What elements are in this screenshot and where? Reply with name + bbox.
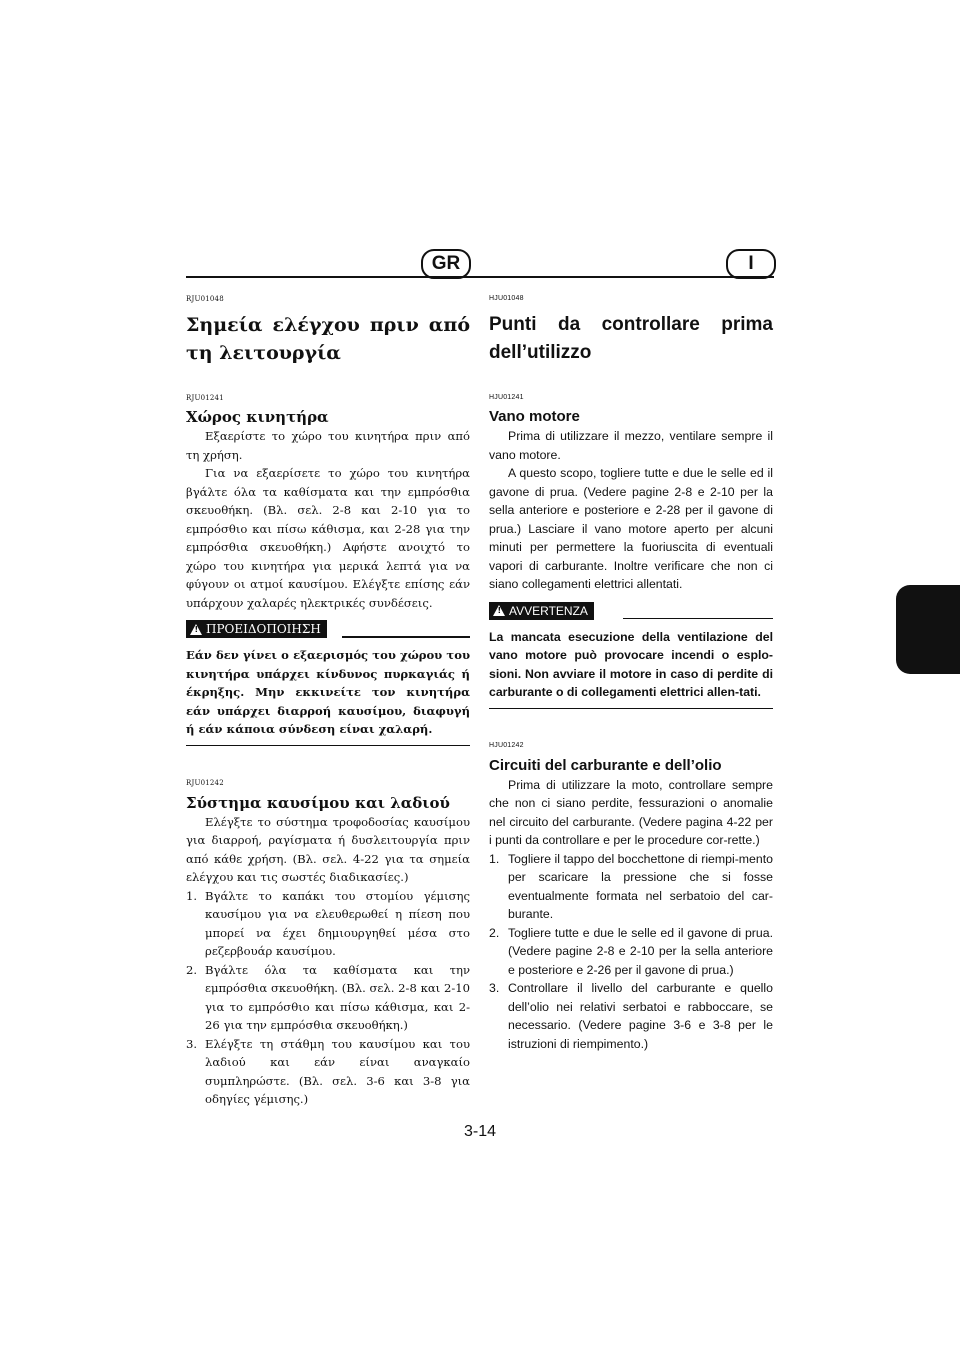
section-heading: Circuiti del carburante e dell’olio — [489, 756, 722, 774]
language-badge-i: I — [726, 249, 776, 279]
warning-text: Εάν δεν γίνει ο εξαερισμός του χώρου του κινητήρα υπάρχει κίνδυνος πυρκαγιάς ή έκρηξης. Μην εκκινείτε τον κινητήρα εάν υπάρχει διαρροή καυσίμου, διαφυγή ή εάν κάποια σύνδεση είναι χαλαρή. — [186, 648, 470, 736]
list-item: 1. Togliere il tappo del bocchettone di riempi-mento per scaricare la pressione che si fosse eventualmente formata nel serbatoio del car-burante. — [489, 851, 773, 921]
page-title: Punti da controllare prima dell’utilizzo — [489, 313, 773, 363]
list-item: 3. Ελέγξτε τη στάθμη του καυσίμου και του λαδιού και εάν είναι αναγκαίο συμπληρώστε. (Βλ. σελ. 3-6 και 3-8 για οδηγίες γέμισης.) — [186, 1036, 470, 1106]
greek-column — [186, 290, 470, 1109]
numbered-list — [489, 850, 773, 1054]
section-code: HJU01242 — [489, 742, 524, 749]
warning-badge — [186, 620, 327, 638]
warning-rule — [342, 636, 470, 638]
language-badge-gr: GR — [421, 249, 471, 279]
warning-text: La mancata esecuzione della ventilazione del vano motore può provocare incendi o esplo-sioni. Non avviare il motore in caso di perdite di carburante o di collegamenti elettrici allen-tati. — [489, 629, 773, 699]
warning-label: ΠΡΟΕΙΔΟΠΟΙΗΣΗ — [206, 622, 321, 636]
section-code: RJU01048 — [186, 295, 224, 303]
warning-header — [186, 620, 470, 640]
warning-label: AVVERTENZA — [509, 603, 588, 618]
paragraph: A questo scopo, togliere tutte e due le selle ed il gavone di prua. (Vedere pagine 2-8 e 2-10 per la sella anteriore e posteriore e 2-28 per il gavone di prua.) Lasciare il vano motore aperto per alcuni minuti per permettere la fuoriuscita di eventuali vapori di carburante. Inoltre verificare che non ci siano collegamenti elettrici allentati. — [489, 466, 773, 591]
warning-icon: ! — [493, 605, 505, 616]
page-number: 3-14 — [463, 1123, 497, 1140]
chapter-side-tab — [896, 585, 960, 674]
list-item: 3. Controllare il livello del carburante e quello dell’olio nei relativi serbatoi e rabboccare, se necessario. (Vedere pagine 3-6 e 3-8 per le istruzioni di riempimento.) — [489, 981, 773, 1051]
numbered-list — [186, 887, 470, 1109]
paragraph: Εξαερίστε το χώρο του κινητήρα πριν από τη χρήση. — [186, 429, 470, 462]
warning-icon: ! — [190, 624, 202, 635]
paragraph: Prima di utilizzare il mezzo, ventilare sempre il vano motore. — [489, 429, 773, 462]
section-code: RJU01242 — [186, 779, 224, 787]
warning-header — [489, 602, 773, 622]
warning-badge — [489, 602, 594, 620]
section-heading: Vano motore — [489, 408, 580, 425]
header-rule — [186, 276, 774, 278]
section-code: HJU01241 — [489, 393, 524, 401]
list-item: 1. Βγάλτε το καπάκι του στομίου γέμισης καυσίμου για να ελευθερωθεί η πίεση που μπορεί να έχει δημιουργηθεί μέσα στο ρεζερβουάρ καυσίμου. — [186, 888, 470, 958]
list-item: 2. Togliere tutte e due le selle ed il gavone di prua. (Vedere pagine 2-8 e 2-10 per la sella anteriore e posteriore e 2-26 per il gavone di prua.) — [489, 925, 773, 977]
list-item: 2. Βγάλτε όλα τα καθίσματα και την εμπρόσθια σκευοθήκη. (Βλ. σελ. 2-8 και 2-10 για το εμπρόσθιο και πίσω κάθισμα, και 2-26 για την εμπρόσθια σκευοθήκη.) — [186, 962, 470, 1032]
page-title: Σημεία ελέγχου πριν από τη λειτουργία — [186, 313, 470, 364]
paragraph: Για να εξαερίσετε το χώρο του κινητήρα βγάλτε όλα τα καθίσματα και την εμπρόσθια σκευοθήκη. (Βλ. σελ. 2-8 και 2-10 για το εμπρόσθιο και πίσω κάθισμα, και 2-28 για την εμπρόσθια σκευοθήκη.) Αφήστε ανοιχτό το χώρο του κινητήρα για μερικά λεπτά για να φύγουν οι ατμοί καυσίμου. Ελέγξτε επίσης εάν υπάρχουν χαλαρές ηλεκτρικές συνδέσεις. — [186, 466, 470, 610]
paragraph: Prima di utilizzare la moto, controllare sempre che non ci siano perdite, fessurazioni o anomalie nel circuito del carburante. (Vedere pagina 4-22 per i punti da controllare e per le procedure cor-rette.) — [489, 777, 773, 847]
warning-rule — [623, 618, 773, 620]
section-heading: Χώρος κινητήρα — [186, 408, 329, 426]
paragraph: Ελέγξτε το σύστημα τροφοδοσίας καυσίμου για διαρροή, ραγίσματα ή δυσλειτουργία πριν από κάθε χρήση. (Βλ. σελ. 4-22 για τα σημεία ελέγχου και τις σωστές διαδικασίες.) — [186, 814, 470, 884]
section-code: RJU01241 — [186, 393, 224, 402]
section-heading: Σύστημα καυσίμου και λαδιού — [186, 793, 450, 812]
section-code: HJU01048 — [489, 295, 524, 302]
italian-column — [489, 290, 773, 1053]
